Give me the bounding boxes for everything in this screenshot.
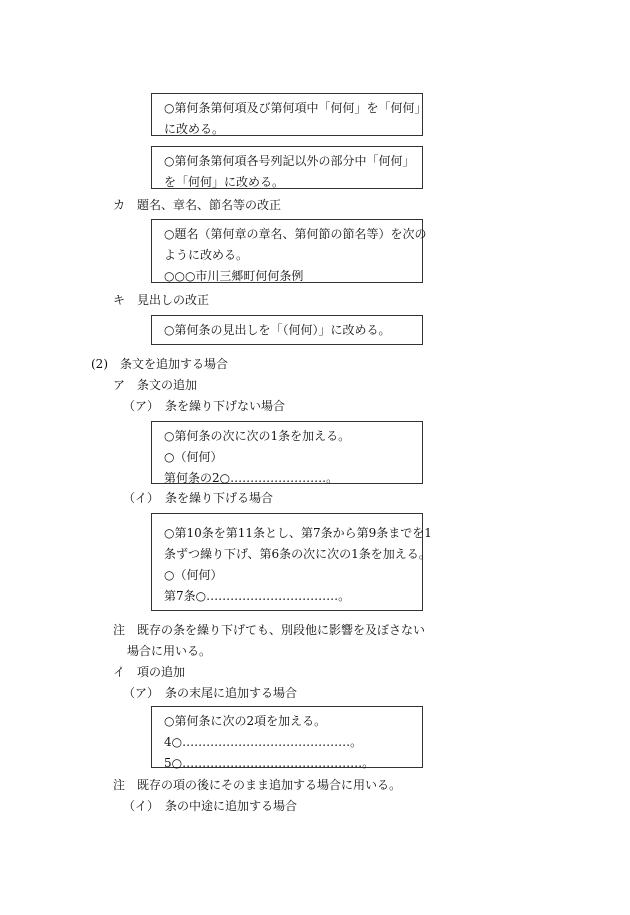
heading-ki: キ 見出しの改正 [113,293,210,307]
box-line: 第何条の2○……………………。 [164,471,339,485]
amendment-box-4 [151,315,423,345]
box-line: 第7条○……………………………。 [164,589,351,603]
box-line: ように改める。 [164,248,249,262]
box-line: ○題名（第何章の章名、第何節の節名等）を次の [164,227,427,241]
box-line: ○（何何） [164,568,223,582]
amendment-box-7 [151,706,423,768]
heading-a2: （イ） 条を繰り下げる場合 [123,491,274,505]
box-line: 条ずつ繰り下げ、第6条の次に次の1条を加える。 [164,547,431,561]
amendment-box-1 [151,93,427,136]
box-line: を「何何」に改める。 [164,175,285,189]
box-line: ○第何条に次の2項を加える。 [164,714,327,728]
heading-a1: （ア） 条を繰り下げない場合 [123,399,286,413]
box-line: ○（何何） [164,450,223,464]
amendment-box-5 [151,421,423,484]
amendment-box-2 [151,146,423,189]
heading-i1: （ア） 条の末尾に追加する場合 [123,686,298,700]
box-line: 4○……………………………………。 [164,735,363,749]
box-line: 5○………………………………………。 [164,756,375,770]
box-line: ○第10条を第11条とし、第7条から第9条までを1 [164,526,432,540]
note-1-line-2: 場合に用いる。 [127,644,212,658]
box-line: ○第何条の次に次の1条を加える。 [164,429,351,443]
heading-ka: カ 題名、章名、節名等の改正 [113,198,282,212]
heading-a: ア 条文の追加 [113,378,198,392]
box-line: ○第何条の見出しを「（何何）」に改める。 [164,323,391,337]
section-2-heading: (2) 条文を追加する場合 [91,357,228,371]
box-line: ○第何条第何項及び第何項中「何何」を「何何」 [164,101,427,115]
amendment-box-6 [151,513,432,611]
box-line: ○○○市川三郷町何何条例 [164,269,304,283]
note-1-line-1: 注 既存の条を繰り下げても、別段他に影響を及ぼさない [113,623,426,637]
note-2: 注 既存の項の後にそのまま追加する場合に用いる。 [113,778,402,792]
heading-i: イ 項の追加 [113,665,186,679]
box-line: ○第何条第何項各号列記以外の部分中「何何」 [164,154,415,168]
heading-i2: （イ） 条の中途に追加する場合 [123,799,298,813]
box-line: に改める。 [164,122,225,136]
amendment-box-3 [151,219,427,283]
